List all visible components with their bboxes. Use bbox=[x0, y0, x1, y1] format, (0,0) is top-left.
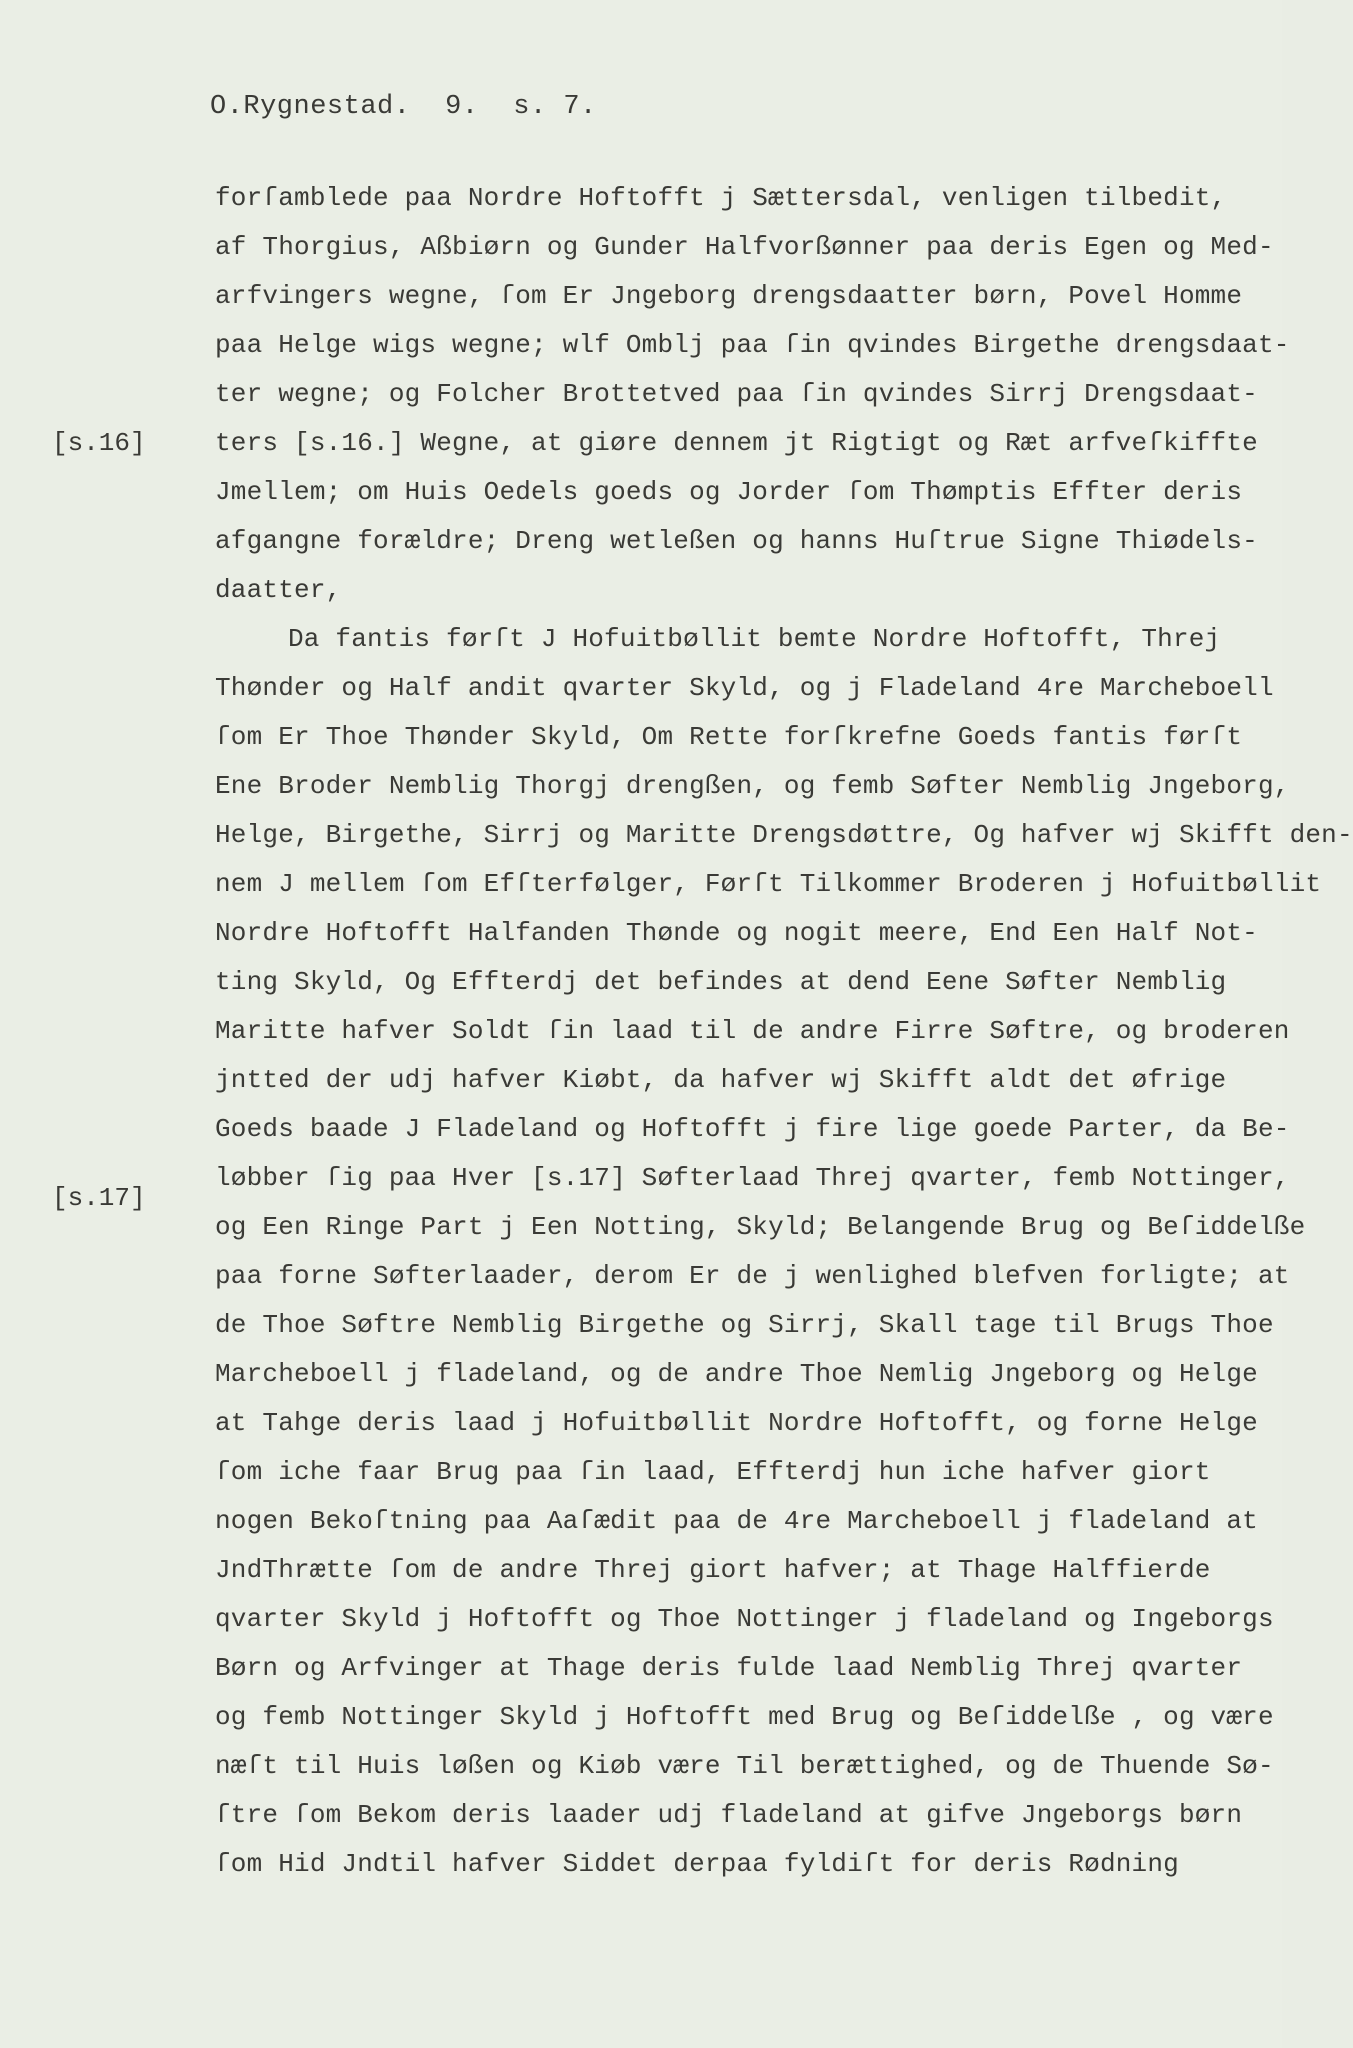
text-line: paa Helge wigs wegne; wlf Omblj paa ſin qvindes Birgethe drengsdaat- bbox=[215, 330, 1290, 360]
text-line: og femb Nottinger Skyld j Hoftofft med Brug og Beſiddelße , og være bbox=[215, 1702, 1274, 1732]
text-line: forſamblede paa Nordre Hoftofft j Sættersdal, venligen tilbedit, bbox=[215, 183, 1227, 213]
text-line: at Tahge deris laad j Hofuitbøllit Nordre Hoftofft, og forne Helge bbox=[215, 1408, 1258, 1438]
header-page-ref: s. 7. bbox=[513, 92, 597, 122]
text-line: Helge, Birgethe, Sirrj og Maritte Drengsdøttre, Og hafver wj Skifft den- bbox=[215, 820, 1353, 850]
text-line: ſom Hid Jndtil hafver Siddet derpaa fyldiſt for deris Rødning bbox=[215, 1849, 1179, 1879]
text-line: Ene Broder Nemblig Thorgj drengßen, og femb Søfter Nemblig Jngeborg, bbox=[215, 771, 1290, 801]
text-line: ſom Er Thoe Thønder Skyld, Om Rette forſkrefne Goeds fantis førſt bbox=[215, 722, 1243, 752]
text-line: ters [s.16.] Wegne, at giøre dennem jt Rigtigt og Ræt arfveſkiffte bbox=[215, 428, 1258, 458]
text-line: arfvingers wegne, ſom Er Jngeborg drengsdaatter børn, Povel Homme bbox=[215, 281, 1243, 311]
text-line: afgangne forældre; Dreng wetleßen og hanns Huſtrue Signe Thiødels- bbox=[215, 526, 1258, 556]
margin-note-s16: [s.16] bbox=[52, 428, 146, 458]
text-line: Nordre Hoftofft Halfanden Thønde og nogit meere, End Een Half Not- bbox=[215, 918, 1258, 948]
header-author: O.Rygnestad. bbox=[210, 92, 411, 122]
text-line: og Een Ringe Part j Een Notting, Skyld; Belangende Brug og Beſiddelße bbox=[215, 1212, 1306, 1242]
text-line: ter wegne; og Folcher Brottetved paa ſin qvindes Sirrj Drengsdaat- bbox=[215, 379, 1258, 409]
text-line: af Thorgius, Aßbiørn og Gunder Halfvorßønner paa deris Egen og Med- bbox=[215, 232, 1274, 262]
text-line: Marcheboell j fladeland, og de andre Thoe Nemlig Jngeborg og Helge bbox=[215, 1359, 1258, 1389]
text-line: ſtre ſom Bekom deris laader udj fladeland at gifve Jngeborgs børn bbox=[215, 1800, 1243, 1830]
page-header bbox=[210, 92, 615, 122]
text-line: daatter, bbox=[215, 575, 342, 605]
text-line: Goeds baade J Fladeland og Hoftofft j fire lige goede Parter, da Be- bbox=[215, 1114, 1290, 1144]
text-line: qvarter Skyld j Hoftofft og Thoe Nottinger j fladeland og Ingeborgs bbox=[215, 1604, 1274, 1634]
header-volume: 9. bbox=[445, 92, 479, 122]
margin-note-s17: [s.17] bbox=[52, 1183, 146, 1213]
text-line: paa forne Søfterlaader, derom Er de j wenlighed blefven forligte; at bbox=[215, 1261, 1290, 1291]
text-line: nogen Bekoſtning paa Aaſædit paa de 4re Marcheboell j fladeland at bbox=[215, 1506, 1258, 1536]
text-line: ſom iche faar Brug paa ſin laad, Effterdj hun iche hafver giort bbox=[215, 1457, 1211, 1487]
text-line: Børn og Arfvinger at Thage deris fulde laad Nemblig Threj qvarter bbox=[215, 1653, 1243, 1683]
text-line: Thønder og Half andit qvarter Skyld, og j Fladeland 4re Marcheboell bbox=[215, 673, 1274, 703]
text-line: nem J mellem ſom Efſterfølger, Førſt Tilkommer Broderen j Hofuitbøllit bbox=[215, 869, 1322, 899]
text-line: ting Skyld, Og Effterdj det befindes at dend Eene Søfter Nemblig bbox=[215, 967, 1227, 997]
text-line: Maritte hafver Soldt ſin laad til de andre Firre Søftre, og broderen bbox=[215, 1016, 1290, 1046]
text-line: Jmellem; om Huis Oedels goeds og Jorder ſom Thømptis Effter deris bbox=[215, 477, 1243, 507]
text-line: de Thoe Søftre Nemblig Birgethe og Sirrj, Skall tage til Brugs Thoe bbox=[215, 1310, 1274, 1340]
text-line: JndThrætte ſom de andre Threj giort hafver; at Thage Halffierde bbox=[215, 1555, 1211, 1585]
text-line: jntted der udj hafver Kiøbt, da hafver wj Skifft aldt det øfrige bbox=[215, 1065, 1227, 1095]
text-line: næſt til Huis løßen og Kiøb være Til berættighed, og de Thuende Sø- bbox=[215, 1751, 1274, 1781]
text-line: Da fantis førſt J Hofuitbøllit bemte Nordre Hoftofft, Threj bbox=[288, 624, 1221, 654]
text-line: løbber ſig paa Hver [s.17] Søfterlaad Threj qvarter, femb Nottinger, bbox=[215, 1163, 1290, 1193]
